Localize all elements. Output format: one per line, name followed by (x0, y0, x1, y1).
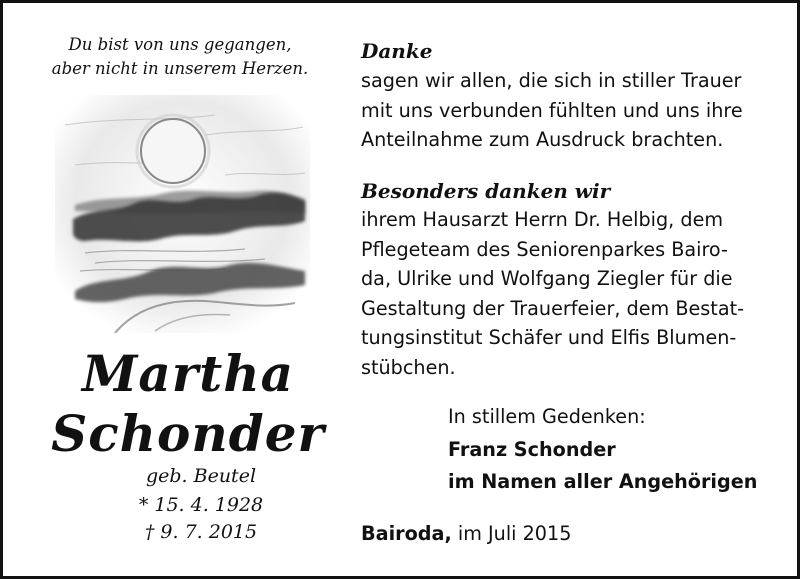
text-line: sagen wir allen, die sich in stiller Trauer (361, 69, 742, 92)
thanks-heading: Danke (361, 39, 433, 63)
birth-date: * 15. 4. 1928 (138, 494, 264, 516)
deceased-first-name: Martha (82, 344, 294, 403)
text-line: ihrem Hausarzt Herrn Dr. Helbig, dem (361, 208, 724, 231)
text-line: tungsinstitut Schäfer und Elfis Blumen- (361, 326, 737, 349)
text-line: stübchen. (361, 355, 456, 379)
memorial-quote (35, 33, 325, 81)
text-line: Pflegeteam des Seniorenparkes Bairo- (361, 237, 728, 261)
special-thanks-heading: Besonders danken wir (361, 179, 611, 203)
maiden-name: geb. Beutel (145, 465, 257, 487)
sign-off-name: Franz Schonder (448, 438, 616, 461)
quote-line: Du bist von uns gegangen, (68, 35, 292, 54)
sign-off-lead: In stillem Gedenken: (448, 405, 646, 428)
death-date: † 9. 7. 2015 (144, 521, 258, 543)
text-line: da, Ulrike und Wolfgang Ziegler für die (361, 267, 733, 290)
deceased-last-name: Schonder (51, 404, 325, 463)
date-text: im Juli 2015 (451, 522, 572, 545)
place-name: Bairoda, (361, 522, 452, 545)
quote-line: aber nicht in unserem Herzen. (51, 59, 309, 78)
place-and-date (361, 524, 571, 543)
text-line: mit uns verbunden fühlten und uns ihre (361, 98, 743, 122)
moon-landscape-drawing-icon (55, 95, 310, 333)
text-line: Gestaltung der Trauerfeier, dem Bestat- (361, 296, 745, 320)
text-line: Anteilnahme zum Ausdruck brachten. (361, 128, 724, 151)
sign-off-family: im Namen aller Angehörigen (448, 470, 758, 493)
thanks-paragraph (361, 66, 771, 155)
special-thanks-paragraph (361, 205, 771, 382)
